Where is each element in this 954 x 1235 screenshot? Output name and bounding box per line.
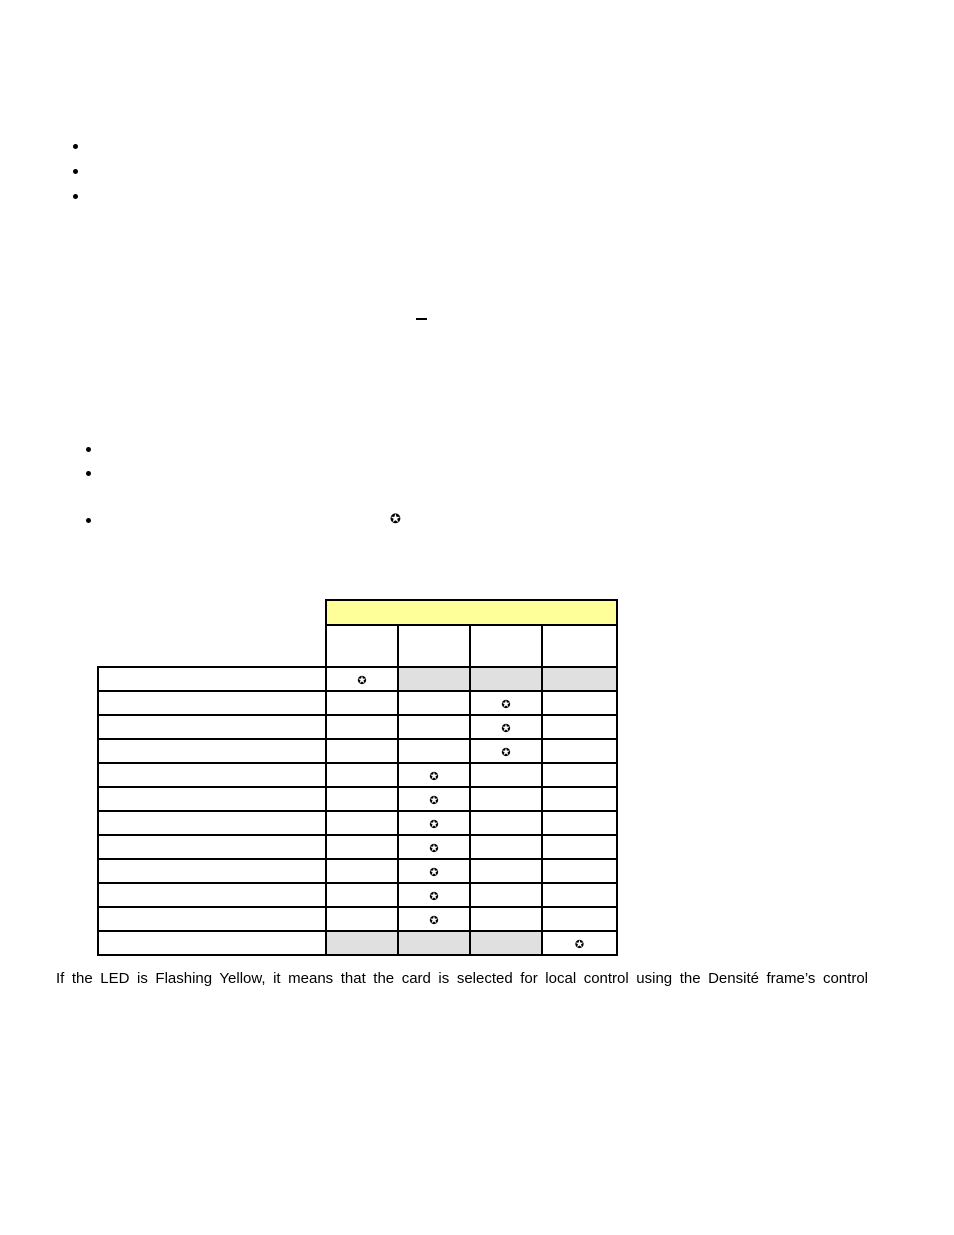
led-symbol-icon: ✪ bbox=[357, 673, 367, 687]
status-cell bbox=[470, 763, 542, 787]
status-cell bbox=[326, 715, 398, 739]
status-cell bbox=[326, 739, 398, 763]
row-label-cell bbox=[98, 715, 326, 739]
table-subheader-row bbox=[98, 625, 617, 667]
led-symbol-icon: ✪ bbox=[501, 721, 511, 735]
status-cell bbox=[398, 907, 470, 931]
status-cell bbox=[326, 787, 398, 811]
table-row bbox=[98, 883, 617, 907]
led-symbol-icon: ✪ bbox=[429, 817, 439, 831]
led-symbol-icon: ✪ bbox=[429, 769, 439, 783]
status-cell bbox=[470, 739, 542, 763]
status-cell bbox=[542, 859, 617, 883]
row-label-cell bbox=[98, 787, 326, 811]
status-cell bbox=[542, 811, 617, 835]
table-corner bbox=[98, 600, 326, 625]
body-paragraph: If the LED is Flashing Yellow, it means that the card is selected for local control using the Densité frame’s control bbox=[56, 970, 868, 987]
status-cell bbox=[542, 739, 617, 763]
status-cell bbox=[542, 763, 617, 787]
status-cell bbox=[470, 691, 542, 715]
status-cell bbox=[470, 835, 542, 859]
status-cell bbox=[398, 811, 470, 835]
list-bullet bbox=[73, 169, 78, 174]
row-label-cell bbox=[98, 739, 326, 763]
status-cell bbox=[398, 739, 470, 763]
status-cell bbox=[470, 667, 542, 691]
list-bullet bbox=[86, 471, 91, 476]
row-label-cell bbox=[98, 859, 326, 883]
status-cell bbox=[470, 811, 542, 835]
led-symbol-icon: ✪ bbox=[429, 793, 439, 807]
row-label-cell bbox=[98, 691, 326, 715]
status-cell bbox=[398, 883, 470, 907]
status-cell bbox=[542, 787, 617, 811]
table-row bbox=[98, 739, 617, 763]
status-cell bbox=[542, 907, 617, 931]
led-symbol-icon: ✪ bbox=[429, 841, 439, 855]
status-cell bbox=[326, 931, 398, 955]
status-cell bbox=[470, 715, 542, 739]
table-row bbox=[98, 667, 617, 691]
column-header-cell bbox=[470, 625, 542, 667]
table-row bbox=[98, 715, 617, 739]
status-cell bbox=[470, 787, 542, 811]
status-cell bbox=[542, 667, 617, 691]
status-cell bbox=[542, 931, 617, 955]
status-cell bbox=[326, 835, 398, 859]
table-row bbox=[98, 907, 617, 931]
table-row bbox=[98, 763, 617, 787]
column-header-cell bbox=[542, 625, 617, 667]
status-cell bbox=[470, 859, 542, 883]
status-cell bbox=[398, 787, 470, 811]
status-cell bbox=[326, 883, 398, 907]
row-label-cell bbox=[98, 763, 326, 787]
led-symbol-icon: ✪ bbox=[501, 745, 511, 759]
status-cell bbox=[470, 883, 542, 907]
row-label-cell bbox=[98, 907, 326, 931]
status-cell bbox=[326, 691, 398, 715]
led-symbol-icon: ✪ bbox=[429, 865, 439, 879]
status-cell bbox=[398, 835, 470, 859]
status-cell bbox=[326, 907, 398, 931]
list-bullet bbox=[86, 518, 91, 523]
led-status-table bbox=[97, 599, 618, 956]
led-symbol-icon: ✪ bbox=[429, 913, 439, 927]
status-cell bbox=[398, 931, 470, 955]
status-cell bbox=[398, 691, 470, 715]
status-cell bbox=[326, 859, 398, 883]
status-cell bbox=[398, 763, 470, 787]
list-bullet bbox=[73, 194, 78, 199]
table-row bbox=[98, 835, 617, 859]
status-cell bbox=[398, 859, 470, 883]
list-bullet bbox=[86, 447, 91, 452]
table-row bbox=[98, 811, 617, 835]
status-cell bbox=[470, 907, 542, 931]
led-symbol-icon: ✪ bbox=[574, 937, 585, 951]
status-cell bbox=[470, 931, 542, 955]
led-symbol-icon: ✪ bbox=[429, 889, 439, 903]
table-corner bbox=[98, 625, 326, 667]
column-header-cell bbox=[326, 625, 398, 667]
table-header-row bbox=[98, 600, 617, 625]
table-header-cell bbox=[326, 600, 617, 625]
status-cell bbox=[542, 691, 617, 715]
list-bullet bbox=[73, 144, 78, 149]
status-cell bbox=[398, 667, 470, 691]
table-row bbox=[98, 859, 617, 883]
dash-mark bbox=[416, 318, 427, 320]
table-row bbox=[98, 691, 617, 715]
row-label-cell bbox=[98, 931, 326, 955]
table-row bbox=[98, 931, 617, 955]
status-cell bbox=[542, 835, 617, 859]
column-header-cell bbox=[398, 625, 470, 667]
status-cell bbox=[326, 811, 398, 835]
row-label-cell bbox=[98, 811, 326, 835]
status-cell bbox=[326, 667, 398, 691]
row-label-cell bbox=[98, 835, 326, 859]
row-label-cell bbox=[98, 667, 326, 691]
table-row bbox=[98, 787, 617, 811]
led-symbol-icon: ✪ bbox=[390, 512, 401, 527]
status-cell bbox=[326, 763, 398, 787]
status-cell bbox=[398, 715, 470, 739]
led-symbol-icon: ✪ bbox=[501, 697, 511, 711]
status-cell bbox=[542, 883, 617, 907]
row-label-cell bbox=[98, 883, 326, 907]
status-cell bbox=[542, 715, 617, 739]
